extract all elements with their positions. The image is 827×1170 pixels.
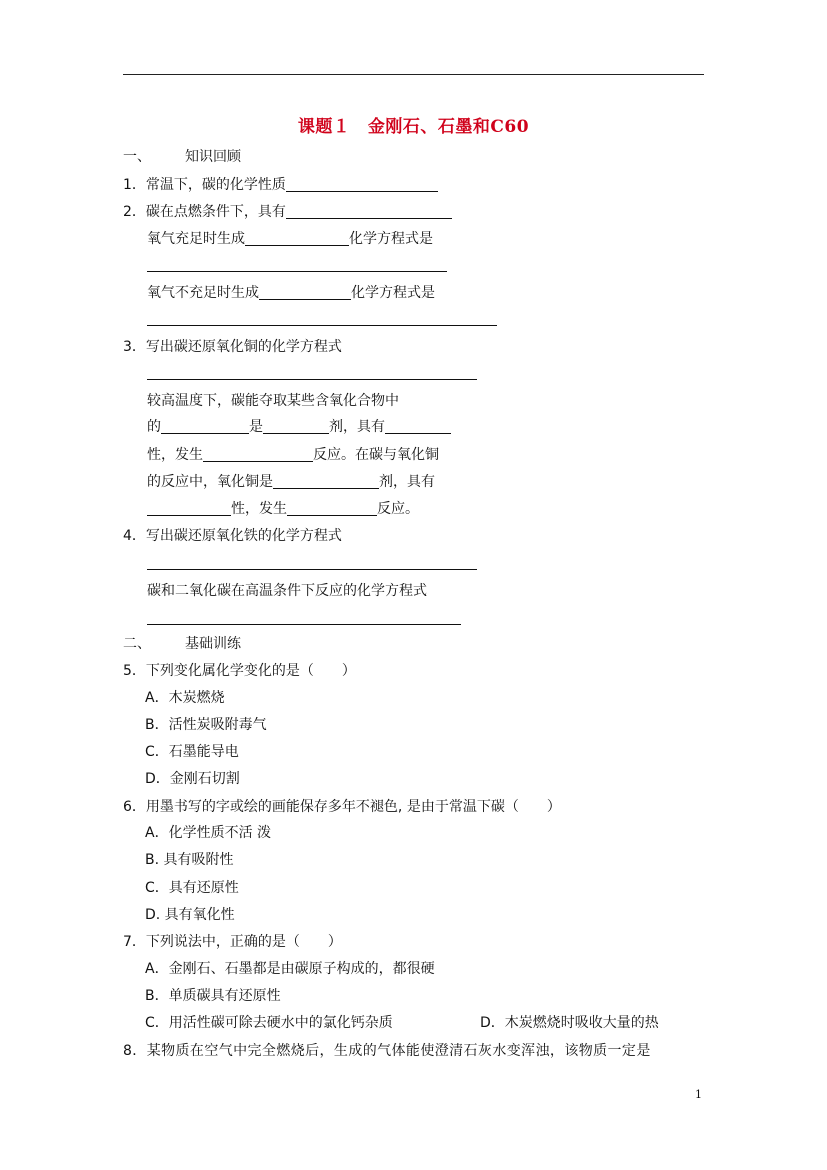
question-text: 下列变化属化学变化的是（ ） (145, 663, 356, 679)
answer-blank[interactable] (286, 177, 438, 192)
answer-line[interactable] (147, 379, 477, 380)
question-text: 某物质在空气中完全燃烧后，生成的气体能使澄清石灰水变浑浊，该物质一定是 (146, 1043, 651, 1059)
q3-paragraph-line-4 (147, 472, 435, 492)
text: 是 (249, 419, 263, 435)
text: 氧气不充足时生成 (147, 285, 259, 301)
text: 剂，具有 (329, 419, 385, 435)
question-7 (123, 932, 342, 952)
text: 反应。在碳与氧化铜 (313, 447, 439, 463)
section-2-heading (123, 634, 241, 654)
answer-blank[interactable] (286, 204, 452, 219)
question-text: 写出碳还原氧化铁的化学方程式 (145, 528, 342, 544)
question-8 (123, 1041, 651, 1061)
text: 化学方程式是 (349, 231, 433, 247)
option-c[interactable]: C．用活性碳可除去硬水中的氯化钙杂质 (145, 1015, 393, 1031)
option-c[interactable]: C．具有还原性 (145, 880, 239, 896)
option-a[interactable]: A．金刚石、石墨都是由碳原子构成的，都很硬 (145, 961, 435, 977)
option-d[interactable]: D．木炭燃烧时吸收大量的热 (480, 1015, 659, 1031)
page-number: 1 (695, 1088, 702, 1101)
question-2 (123, 202, 452, 222)
text: 性，发生 (231, 501, 287, 517)
section-1-heading (123, 147, 241, 167)
text: 的反应中，氧化铜是 (147, 474, 273, 490)
question-3 (123, 337, 342, 357)
text: 氧气充足时生成 (147, 231, 245, 247)
question-number: 1． (123, 177, 146, 193)
text: 的 (147, 419, 161, 435)
q4-paragraph: 碳和二氧化碳在高温条件下反应的化学方程式 (147, 583, 427, 599)
section-label: 知识回顾 (185, 149, 241, 165)
page-title: 课题１ 金刚石、石墨和C60 (297, 117, 530, 137)
option-a[interactable]: A．木炭燃烧 (145, 690, 225, 706)
q3-paragraph-line-5 (147, 499, 419, 519)
answer-blank[interactable] (273, 474, 379, 489)
q3-paragraph-line-1: 较高温度下，碳能夺取某些含氧化合物中 (147, 393, 399, 409)
section-number: 二、 (123, 636, 151, 652)
text: 化学方程式是 (351, 285, 435, 301)
question-6 (123, 797, 561, 817)
answer-line[interactable] (147, 325, 497, 326)
question-number: 8． (123, 1043, 147, 1059)
option-c[interactable]: C．石墨能导电 (145, 744, 239, 760)
question-number: 4． (123, 528, 146, 544)
question-number: 6． (123, 799, 146, 815)
question-text: 碳在点燃条件下，具有 (145, 204, 286, 220)
answer-line[interactable] (147, 569, 477, 570)
question-number: 2． (123, 204, 146, 220)
option-d[interactable]: D. 具有氧化性 (145, 907, 235, 923)
option-a[interactable]: A．化学性质不活 泼 (145, 825, 272, 841)
q3-paragraph-line-3 (147, 445, 439, 465)
text: 性，发生 (147, 447, 203, 463)
answer-blank[interactable] (147, 501, 231, 516)
question-text: 写出碳还原氧化铜的化学方程式 (145, 339, 342, 355)
answer-blank[interactable] (263, 419, 329, 434)
question-1 (123, 175, 438, 195)
answer-line[interactable] (147, 624, 461, 625)
text: 剂，具有 (379, 474, 435, 490)
question-5 (123, 661, 356, 681)
question-number: 3． (123, 339, 146, 355)
section-number: 一、 (123, 149, 151, 165)
answer-blank[interactable] (385, 419, 451, 434)
question-4 (123, 526, 342, 546)
option-b[interactable]: B．活性炭吸附毒气 (145, 717, 267, 733)
question-number: 5． (123, 663, 146, 679)
option-d[interactable]: D．金刚石切割 (145, 771, 240, 787)
question-text: 下列说法中，正确的是（ ） (145, 934, 342, 950)
section-label: 基础训练 (185, 636, 241, 652)
answer-line[interactable] (147, 271, 447, 272)
answer-blank[interactable] (245, 231, 349, 246)
q2-oxygen-sufficient (147, 229, 433, 249)
header-rule (123, 74, 704, 75)
answer-blank[interactable] (161, 419, 249, 434)
option-b[interactable]: B．单质碳具有还原性 (145, 988, 281, 1004)
option-b[interactable]: B. 具有吸附性 (145, 852, 234, 868)
answer-blank[interactable] (203, 447, 313, 462)
text: 反应。 (377, 501, 419, 517)
question-text: 常温下，碳的化学性质 (145, 177, 286, 193)
question-text: 用墨书写的字或绘的画能保存多年不褪色, 是由于常温下碳（ ） (145, 799, 561, 815)
question-number: 7． (123, 934, 146, 950)
answer-blank[interactable] (287, 501, 377, 516)
answer-blank[interactable] (259, 285, 351, 300)
q3-paragraph-line-2 (147, 417, 451, 437)
q2-oxygen-insufficient (147, 283, 435, 303)
